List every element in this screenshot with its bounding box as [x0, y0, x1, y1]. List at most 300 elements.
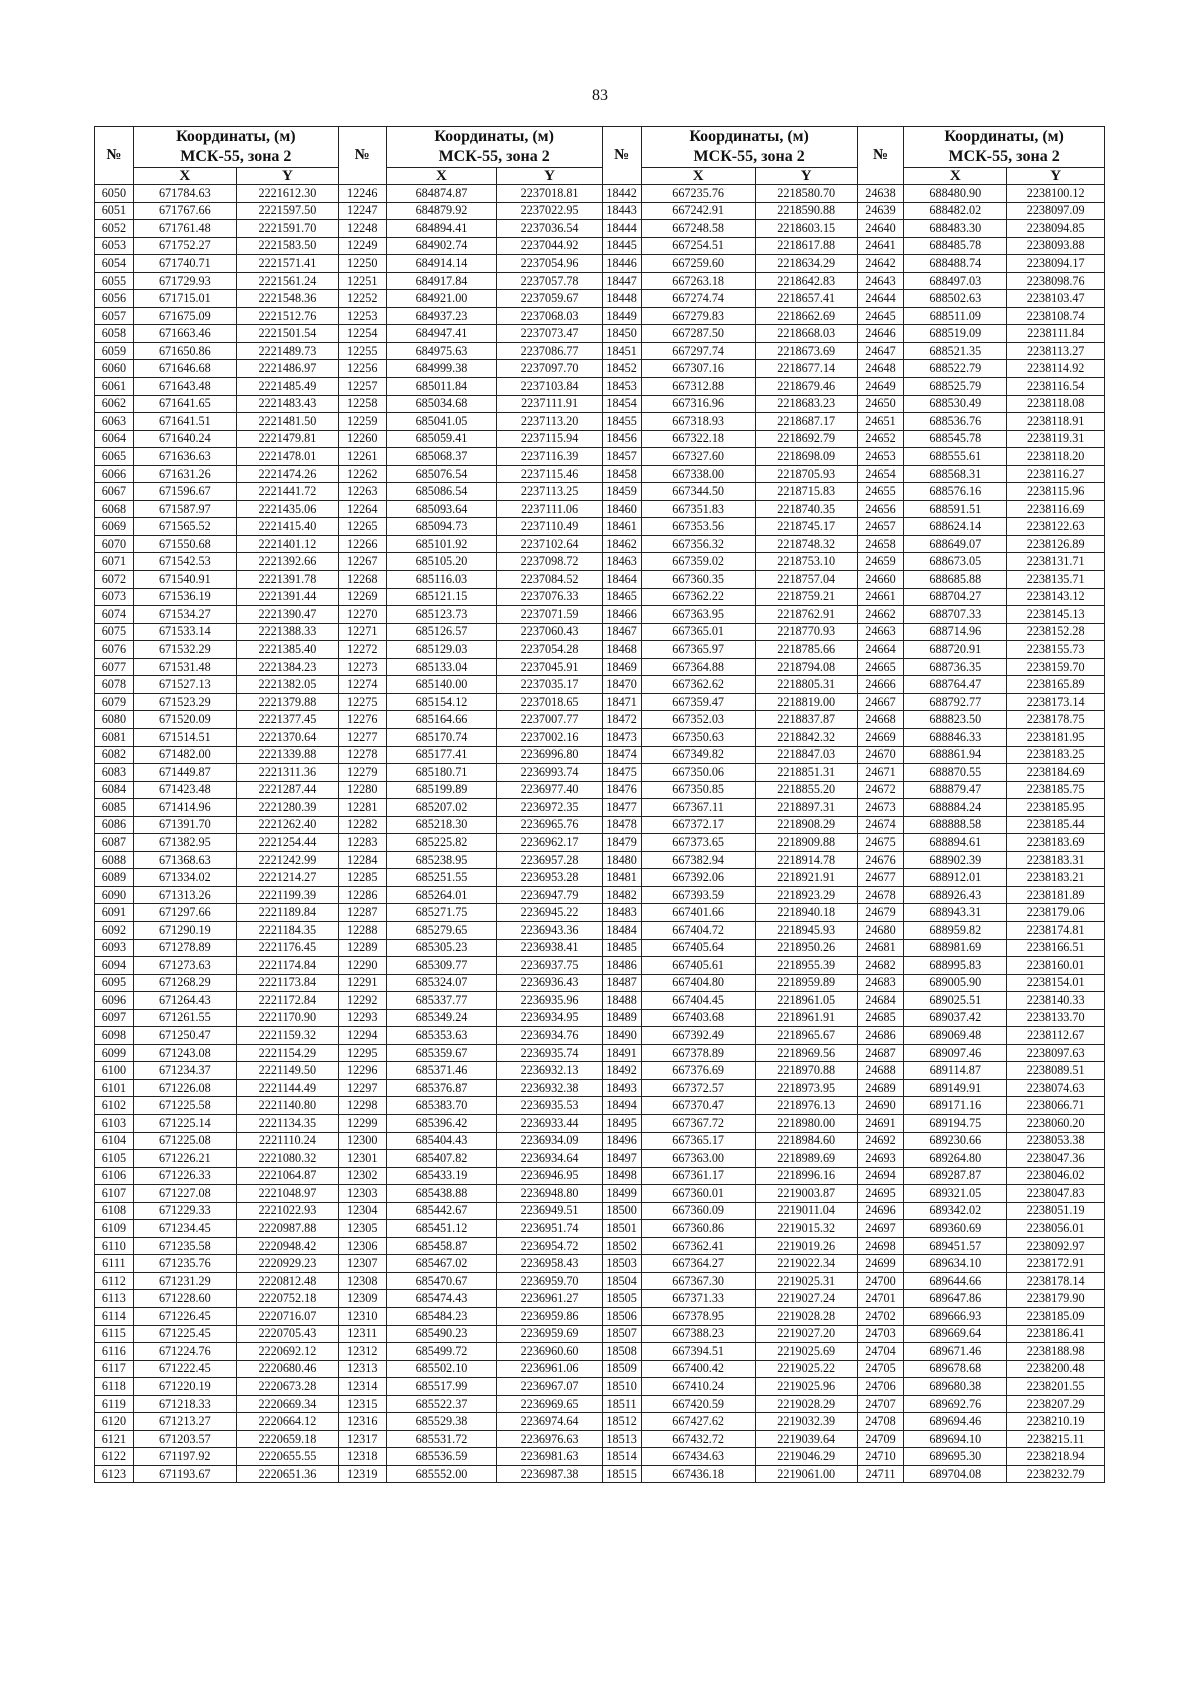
coord-y: 2221392.66 — [236, 553, 338, 571]
point-number: 18503 — [602, 1255, 641, 1273]
coord-x: 671368.63 — [133, 851, 236, 869]
point-number: 24657 — [857, 518, 904, 536]
point-number: 18463 — [602, 553, 641, 571]
coord-y: 2218909.88 — [755, 834, 857, 852]
point-number: 6107 — [95, 1185, 134, 1203]
coord-x: 671650.86 — [133, 342, 236, 360]
point-number: 24669 — [857, 728, 904, 746]
coord-y: 2219025.69 — [755, 1343, 857, 1361]
point-number: 18452 — [602, 360, 641, 378]
coord-x: 689360.69 — [904, 1220, 1007, 1238]
coord-y: 2238100.12 — [1007, 185, 1105, 203]
coord-y: 2221184.35 — [236, 921, 338, 939]
point-number: 24705 — [857, 1360, 904, 1378]
coord-y: 2218842.32 — [755, 728, 857, 746]
coord-x: 671740.71 — [133, 255, 236, 273]
coord-y: 2238093.88 — [1007, 237, 1105, 255]
coord-x: 688502.63 — [904, 290, 1007, 308]
coord-y: 2219022.34 — [755, 1255, 857, 1273]
point-number: 12249 — [338, 237, 386, 255]
coord-x: 688649.07 — [904, 535, 1007, 553]
header-number: № — [602, 127, 641, 185]
point-number: 24696 — [857, 1202, 904, 1220]
coord-y: 2218996.16 — [755, 1167, 857, 1185]
coord-x: 667365.97 — [641, 641, 755, 659]
coord-y: 2218989.69 — [755, 1150, 857, 1168]
coord-y: 2218657.41 — [755, 290, 857, 308]
point-number: 12303 — [338, 1185, 386, 1203]
point-number: 24645 — [857, 307, 904, 325]
coord-y: 2238113.27 — [1007, 342, 1105, 360]
point-number: 6114 — [95, 1308, 134, 1326]
coord-y: 2218770.93 — [755, 623, 857, 641]
coord-x: 667362.41 — [641, 1237, 755, 1255]
table-row — [95, 1027, 1105, 1045]
coord-y: 2238133.70 — [1007, 1009, 1105, 1027]
coord-x: 667361.17 — [641, 1167, 755, 1185]
point-number: 12277 — [338, 728, 386, 746]
point-number: 12251 — [338, 272, 386, 290]
coord-x: 671715.01 — [133, 290, 236, 308]
coord-y: 2237018.81 — [497, 185, 602, 203]
table-row — [95, 465, 1105, 483]
point-number: 18490 — [602, 1027, 641, 1045]
coord-y: 2220659.18 — [236, 1430, 338, 1448]
table-row — [95, 1343, 1105, 1361]
coord-x: 667322.18 — [641, 430, 755, 448]
table-row — [95, 1237, 1105, 1255]
coord-y: 2221214.27 — [236, 869, 338, 887]
coord-x: 667404.80 — [641, 974, 755, 992]
coord-y: 2218580.70 — [755, 185, 857, 203]
coord-y: 2238131.71 — [1007, 553, 1105, 571]
table-row — [95, 641, 1105, 659]
coord-x: 688912.01 — [904, 869, 1007, 887]
point-number: 6082 — [95, 746, 134, 764]
coord-x: 688568.31 — [904, 465, 1007, 483]
table-row — [95, 325, 1105, 343]
point-number: 18442 — [602, 185, 641, 203]
coord-x: 688545.78 — [904, 430, 1007, 448]
coord-y: 2221501.54 — [236, 325, 338, 343]
coord-x: 689647.86 — [904, 1290, 1007, 1308]
coord-x: 685126.57 — [386, 623, 497, 641]
coord-x: 688521.35 — [904, 342, 1007, 360]
coord-y: 2219019.26 — [755, 1237, 857, 1255]
coord-x: 689666.93 — [904, 1308, 1007, 1326]
coord-y: 2238154.01 — [1007, 974, 1105, 992]
point-number: 18505 — [602, 1290, 641, 1308]
coord-x: 685094.73 — [386, 518, 497, 536]
coord-x: 671278.89 — [133, 939, 236, 957]
coord-y: 2221483.43 — [236, 395, 338, 413]
header-coords-group — [386, 127, 602, 168]
header-x: X — [904, 168, 1007, 185]
coord-x: 667360.86 — [641, 1220, 755, 1238]
coord-y: 2218683.23 — [755, 395, 857, 413]
point-number: 6121 — [95, 1430, 134, 1448]
coord-y: 2218715.83 — [755, 483, 857, 501]
coord-x: 688511.09 — [904, 307, 1007, 325]
coord-x: 688736.35 — [904, 658, 1007, 676]
coord-x: 667392.06 — [641, 869, 755, 887]
coord-x: 688792.77 — [904, 693, 1007, 711]
point-number: 12275 — [338, 693, 386, 711]
point-number: 18445 — [602, 237, 641, 255]
point-number: 24709 — [857, 1430, 904, 1448]
coord-y: 2236934.95 — [497, 1009, 602, 1027]
point-number: 6105 — [95, 1150, 134, 1168]
coord-y: 2218914.78 — [755, 851, 857, 869]
coord-x: 671542.53 — [133, 553, 236, 571]
point-number: 6057 — [95, 307, 134, 325]
point-number: 24683 — [857, 974, 904, 992]
point-number: 18443 — [602, 202, 641, 220]
coord-x: 667350.06 — [641, 764, 755, 782]
table-row — [95, 1167, 1105, 1185]
coord-y: 2221199.39 — [236, 886, 338, 904]
coord-x: 671234.45 — [133, 1220, 236, 1238]
point-number: 12302 — [338, 1167, 386, 1185]
coord-x: 685337.77 — [386, 992, 497, 1010]
coord-y: 2237098.72 — [497, 553, 602, 571]
point-number: 6123 — [95, 1465, 134, 1483]
coord-x: 685225.82 — [386, 834, 497, 852]
point-number: 18466 — [602, 606, 641, 624]
coord-y: 2218955.39 — [755, 957, 857, 975]
coord-x: 685474.43 — [386, 1290, 497, 1308]
coord-x: 685121.15 — [386, 588, 497, 606]
table-row — [95, 1360, 1105, 1378]
coord-y: 2220812.48 — [236, 1272, 338, 1290]
coord-x: 685076.54 — [386, 465, 497, 483]
coord-x: 685011.84 — [386, 378, 497, 396]
point-number: 12288 — [338, 921, 386, 939]
table-row — [95, 255, 1105, 273]
coord-x: 671226.08 — [133, 1079, 236, 1097]
coord-x: 685251.55 — [386, 869, 497, 887]
point-number: 12316 — [338, 1413, 386, 1431]
point-number: 18455 — [602, 413, 641, 431]
coord-x: 689025.51 — [904, 992, 1007, 1010]
point-number: 12246 — [338, 185, 386, 203]
coord-y: 2236977.40 — [497, 781, 602, 799]
coord-y: 2221481.50 — [236, 413, 338, 431]
header-crs: МСК-55, зона 2 — [438, 148, 550, 165]
coord-y: 2218762.91 — [755, 606, 857, 624]
coord-x: 671596.67 — [133, 483, 236, 501]
coord-x: 684975.63 — [386, 342, 497, 360]
coord-x: 688624.14 — [904, 518, 1007, 536]
point-number: 12252 — [338, 290, 386, 308]
point-number: 6076 — [95, 641, 134, 659]
point-number: 18489 — [602, 1009, 641, 1027]
coord-y: 2238174.81 — [1007, 921, 1105, 939]
table-row — [95, 693, 1105, 711]
point-number: 18473 — [602, 728, 641, 746]
coord-y: 2218945.93 — [755, 921, 857, 939]
point-number: 24652 — [857, 430, 904, 448]
point-number: 12261 — [338, 448, 386, 466]
coord-x: 671520.09 — [133, 711, 236, 729]
point-number: 24660 — [857, 571, 904, 589]
point-number: 24661 — [857, 588, 904, 606]
coord-y: 2236976.63 — [497, 1430, 602, 1448]
point-number: 18512 — [602, 1413, 641, 1431]
coord-y: 2238097.63 — [1007, 1044, 1105, 1062]
coord-y: 2237060.43 — [497, 623, 602, 641]
coord-x: 685499.72 — [386, 1343, 497, 1361]
coord-x: 671534.27 — [133, 606, 236, 624]
table-row — [95, 799, 1105, 817]
point-number: 12285 — [338, 869, 386, 887]
coord-y: 2237018.65 — [497, 693, 602, 711]
point-number: 6089 — [95, 869, 134, 887]
point-number: 12274 — [338, 676, 386, 694]
coord-x: 689669.64 — [904, 1325, 1007, 1343]
coord-y: 2236934.76 — [497, 1027, 602, 1045]
coord-y: 2238047.36 — [1007, 1150, 1105, 1168]
coord-x: 688497.03 — [904, 272, 1007, 290]
header-coords-group — [133, 127, 338, 168]
table-row — [95, 342, 1105, 360]
point-number: 12276 — [338, 711, 386, 729]
coord-x: 671213.27 — [133, 1413, 236, 1431]
point-number: 18448 — [602, 290, 641, 308]
point-number: 18462 — [602, 535, 641, 553]
table-row — [95, 851, 1105, 869]
coord-y: 2237045.91 — [497, 658, 602, 676]
point-number: 24702 — [857, 1308, 904, 1326]
coord-x: 671193.67 — [133, 1465, 236, 1483]
point-number: 18510 — [602, 1378, 641, 1396]
coord-x: 671423.48 — [133, 781, 236, 799]
coord-x: 671234.37 — [133, 1062, 236, 1080]
point-number: 12250 — [338, 255, 386, 273]
point-number: 6095 — [95, 974, 134, 992]
coord-x: 671641.65 — [133, 395, 236, 413]
coord-y: 2221048.97 — [236, 1185, 338, 1203]
coord-y: 2238173.14 — [1007, 693, 1105, 711]
coord-x: 667279.83 — [641, 307, 755, 325]
point-number: 12287 — [338, 904, 386, 922]
point-number: 6060 — [95, 360, 134, 378]
point-number: 12247 — [338, 202, 386, 220]
table-row — [95, 921, 1105, 939]
coord-y: 2221384.23 — [236, 658, 338, 676]
header-coords-group — [641, 127, 857, 168]
coord-y: 2236937.75 — [497, 957, 602, 975]
point-number: 24671 — [857, 764, 904, 782]
coord-x: 689451.57 — [904, 1237, 1007, 1255]
table-row — [95, 237, 1105, 255]
coord-x: 667403.68 — [641, 1009, 755, 1027]
point-number: 18500 — [602, 1202, 641, 1220]
coord-x: 684947.41 — [386, 325, 497, 343]
coord-y: 2221154.29 — [236, 1044, 338, 1062]
coord-x: 685199.89 — [386, 781, 497, 799]
point-number: 24666 — [857, 676, 904, 694]
point-number: 12293 — [338, 1009, 386, 1027]
coord-x: 685383.70 — [386, 1097, 497, 1115]
point-number: 12286 — [338, 886, 386, 904]
coord-x: 688714.96 — [904, 623, 1007, 641]
point-number: 18468 — [602, 641, 641, 659]
coord-y: 2221377.45 — [236, 711, 338, 729]
point-number: 18458 — [602, 465, 641, 483]
coord-x: 685041.05 — [386, 413, 497, 431]
point-number: 6112 — [95, 1272, 134, 1290]
coord-x: 671229.33 — [133, 1202, 236, 1220]
header-y: Y — [236, 168, 338, 185]
point-number: 18485 — [602, 939, 641, 957]
coord-y: 2218837.87 — [755, 711, 857, 729]
coord-y: 2221474.26 — [236, 465, 338, 483]
point-number: 6092 — [95, 921, 134, 939]
table-row — [95, 957, 1105, 975]
coord-y: 2238118.20 — [1007, 448, 1105, 466]
coord-x: 685552.00 — [386, 1465, 497, 1483]
table-row — [95, 711, 1105, 729]
coord-y: 2236947.79 — [497, 886, 602, 904]
coord-x: 671391.70 — [133, 816, 236, 834]
table-row — [95, 834, 1105, 852]
table-row — [95, 413, 1105, 431]
coord-x: 685502.10 — [386, 1360, 497, 1378]
coord-x: 688846.33 — [904, 728, 1007, 746]
coord-x: 671226.45 — [133, 1308, 236, 1326]
coord-y: 2221391.78 — [236, 571, 338, 589]
coord-x: 689692.76 — [904, 1395, 1007, 1413]
coord-x: 671382.95 — [133, 834, 236, 852]
table-row — [95, 1009, 1105, 1027]
coord-x: 667405.64 — [641, 939, 755, 957]
coord-x: 667235.76 — [641, 185, 755, 203]
point-number: 18469 — [602, 658, 641, 676]
point-number: 12265 — [338, 518, 386, 536]
coord-x: 671643.48 — [133, 378, 236, 396]
coord-x: 667359.02 — [641, 553, 755, 571]
coord-x: 667356.32 — [641, 535, 755, 553]
coord-y: 2238098.76 — [1007, 272, 1105, 290]
coord-y: 2218692.79 — [755, 430, 857, 448]
coord-x: 689264.80 — [904, 1150, 1007, 1168]
point-number: 6055 — [95, 272, 134, 290]
coord-x: 685458.87 — [386, 1237, 497, 1255]
coord-y: 2220655.55 — [236, 1448, 338, 1466]
point-number: 12272 — [338, 641, 386, 659]
table-row — [95, 676, 1105, 694]
coord-y: 2219027.24 — [755, 1290, 857, 1308]
point-number: 24691 — [857, 1114, 904, 1132]
coord-x: 685433.19 — [386, 1167, 497, 1185]
table-row — [95, 185, 1105, 203]
point-number: 12273 — [338, 658, 386, 676]
point-number: 6099 — [95, 1044, 134, 1062]
point-number: 12284 — [338, 851, 386, 869]
point-number: 12308 — [338, 1272, 386, 1290]
point-number: 24685 — [857, 1009, 904, 1027]
coord-x: 688525.79 — [904, 378, 1007, 396]
point-number: 6101 — [95, 1079, 134, 1097]
coord-x: 684999.38 — [386, 360, 497, 378]
coord-y: 2219025.31 — [755, 1272, 857, 1290]
point-number: 24703 — [857, 1325, 904, 1343]
point-number: 18513 — [602, 1430, 641, 1448]
coord-y: 2218617.88 — [755, 237, 857, 255]
point-number: 12269 — [338, 588, 386, 606]
coord-x: 685105.20 — [386, 553, 497, 571]
coord-y: 2218908.29 — [755, 816, 857, 834]
coord-y: 2238140.33 — [1007, 992, 1105, 1010]
point-number: 24701 — [857, 1290, 904, 1308]
table-row — [95, 448, 1105, 466]
coord-x: 688519.09 — [904, 325, 1007, 343]
coord-x: 671784.63 — [133, 185, 236, 203]
coord-x: 688707.33 — [904, 606, 1007, 624]
coord-y: 2238185.95 — [1007, 799, 1105, 817]
coord-x: 685129.03 — [386, 641, 497, 659]
coord-y: 2236938.41 — [497, 939, 602, 957]
coord-y: 2237116.39 — [497, 448, 602, 466]
point-number: 18507 — [602, 1325, 641, 1343]
coord-y: 2218805.31 — [755, 676, 857, 694]
coord-x: 671222.45 — [133, 1360, 236, 1378]
point-number: 24694 — [857, 1167, 904, 1185]
point-number: 24687 — [857, 1044, 904, 1062]
coord-y: 2218705.93 — [755, 465, 857, 483]
coord-y: 2238200.48 — [1007, 1360, 1105, 1378]
coord-x: 671203.57 — [133, 1430, 236, 1448]
coord-y: 2218965.67 — [755, 1027, 857, 1045]
point-number: 12267 — [338, 553, 386, 571]
coord-y: 2238046.02 — [1007, 1167, 1105, 1185]
point-number: 6088 — [95, 851, 134, 869]
coord-x: 671640.24 — [133, 430, 236, 448]
coord-y: 2218980.00 — [755, 1114, 857, 1132]
point-number: 18509 — [602, 1360, 641, 1378]
point-number: 18454 — [602, 395, 641, 413]
coord-y: 2219028.28 — [755, 1308, 857, 1326]
coord-y: 2220673.28 — [236, 1378, 338, 1396]
coord-y: 2218959.89 — [755, 974, 857, 992]
coord-x: 667344.50 — [641, 483, 755, 501]
point-number: 18480 — [602, 851, 641, 869]
coord-x: 689680.38 — [904, 1378, 1007, 1396]
table-row — [95, 395, 1105, 413]
coord-x: 689694.10 — [904, 1430, 1007, 1448]
coord-x: 667382.94 — [641, 851, 755, 869]
coord-y: 2221173.84 — [236, 974, 338, 992]
coord-x: 671523.29 — [133, 693, 236, 711]
header-coords-title: Координаты, (м) — [944, 128, 1064, 145]
coord-x: 671235.58 — [133, 1237, 236, 1255]
point-number: 6052 — [95, 220, 134, 238]
coord-y: 2237115.46 — [497, 465, 602, 483]
point-number: 12307 — [338, 1255, 386, 1273]
coord-x: 667316.96 — [641, 395, 755, 413]
point-number: 24656 — [857, 500, 904, 518]
coord-x: 667327.60 — [641, 448, 755, 466]
point-number: 24672 — [857, 781, 904, 799]
coord-x: 689149.91 — [904, 1079, 1007, 1097]
coord-x: 689037.42 — [904, 1009, 1007, 1027]
point-number: 18451 — [602, 342, 641, 360]
header-y: Y — [1007, 168, 1105, 185]
point-number: 12294 — [338, 1027, 386, 1045]
coord-y: 2236960.60 — [497, 1343, 602, 1361]
point-number: 12297 — [338, 1079, 386, 1097]
